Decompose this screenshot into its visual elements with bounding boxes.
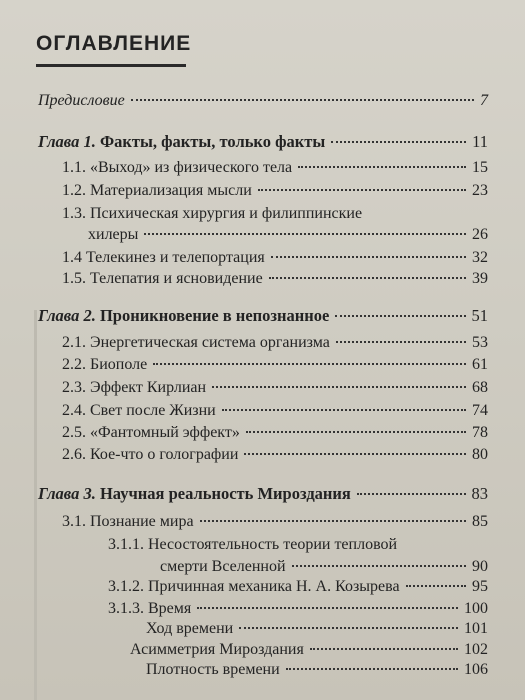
leader-dots <box>244 453 466 455</box>
chapter-title: Проникновение в непознанное <box>99 306 330 325</box>
entry-page: 11 <box>472 132 488 151</box>
toc-entry-2-5: 2.5. «Фантомный эффект» 78 <box>62 424 488 441</box>
toc-entry-2-1: 2.1. Энергетическая система организма 53 <box>62 334 488 351</box>
entry-page: 83 <box>471 484 488 503</box>
leader-dots <box>406 585 466 587</box>
leader-dots <box>310 648 458 650</box>
toc-entry-3-1-1: смерти Вселенной 90 <box>160 558 488 575</box>
toc-entry-chapter-1 <box>38 132 488 152</box>
chapter-prefix: Глава 1. <box>38 132 96 151</box>
toc-entry-2-2: 2.2. Биополе 61 <box>62 356 488 373</box>
toc-entry-3-1-3: 3.1.3. Время 100 <box>108 600 488 617</box>
leader-dots <box>336 341 466 343</box>
toc-entry-1-1: 1.1. «Выход» из физического тела 15 <box>62 159 488 176</box>
toc-entry-1-4: 1.4 Телекинез и телепортация 32 <box>62 249 488 266</box>
toc-entry-3-1: 3.1. Познание мира 85 <box>62 513 488 530</box>
heading-underline <box>36 64 186 67</box>
leader-dots <box>239 627 458 629</box>
leader-dots <box>131 99 474 101</box>
leader-dots <box>335 315 465 317</box>
toc-entry-2-6: 2.6. Кое-что о голографии 80 <box>62 446 488 463</box>
chapter-prefix: Глава 3. <box>38 484 96 503</box>
page-fold-shadow <box>34 310 37 700</box>
toc-entry-3-1-2: 3.1.2. Причинная механика Н. А. Козырева 95 <box>108 578 488 595</box>
toc-heading: ОГЛАВЛЕНИЕ <box>36 32 192 55</box>
entry-label: Предисловие <box>38 92 125 109</box>
entry-page: 51 <box>471 306 488 325</box>
chapter-title: Факты, факты, только факты <box>99 132 326 151</box>
entry-page: 7 <box>480 92 488 109</box>
leader-dots <box>212 386 466 388</box>
leader-dots <box>222 409 466 411</box>
chapter-prefix: Глава 2. <box>38 306 96 325</box>
toc-entry-time-flow: Ход времени 101 <box>146 620 488 637</box>
toc-entry-1-3: хилеры 26 <box>88 226 488 243</box>
leader-dots <box>298 166 466 168</box>
leader-dots <box>331 141 466 143</box>
toc-entry-2-3: 2.3. Эффект Кирлиан 68 <box>62 379 488 396</box>
leader-dots <box>144 233 466 235</box>
toc-entry-chapter-3 <box>38 484 488 504</box>
leader-dots <box>269 277 466 279</box>
chapter-title: Научная реальность Мироздания <box>99 484 351 503</box>
toc-entry-chapter-2 <box>38 306 488 326</box>
leader-dots <box>286 668 458 670</box>
leader-dots <box>258 189 466 191</box>
toc-entry-1-2: 1.2. Материализация мысли 23 <box>62 182 488 199</box>
leader-dots <box>200 520 466 522</box>
leader-dots <box>292 565 466 567</box>
leader-dots <box>271 256 466 258</box>
leader-dots <box>197 607 458 609</box>
leader-dots <box>153 363 466 365</box>
toc-entry-time-density: Плотность времени 106 <box>146 661 488 678</box>
toc-entry-preface <box>38 92 488 110</box>
leader-dots <box>246 431 466 433</box>
toc-entry-1-3-line1: 1.3. Психическая хирургия и филиппинские <box>62 205 363 222</box>
toc-entry-asymmetry: Асимметрия Мироздания 102 <box>130 641 488 658</box>
toc-entry-1-5: 1.5. Телепатия и ясновидение 39 <box>62 270 488 287</box>
toc-entry-3-1-1-line1: 3.1.1. Несостоятельность теории тепловой <box>108 536 398 553</box>
toc-entry-2-4: 2.4. Свет после Жизни 74 <box>62 402 488 419</box>
leader-dots <box>357 493 466 495</box>
